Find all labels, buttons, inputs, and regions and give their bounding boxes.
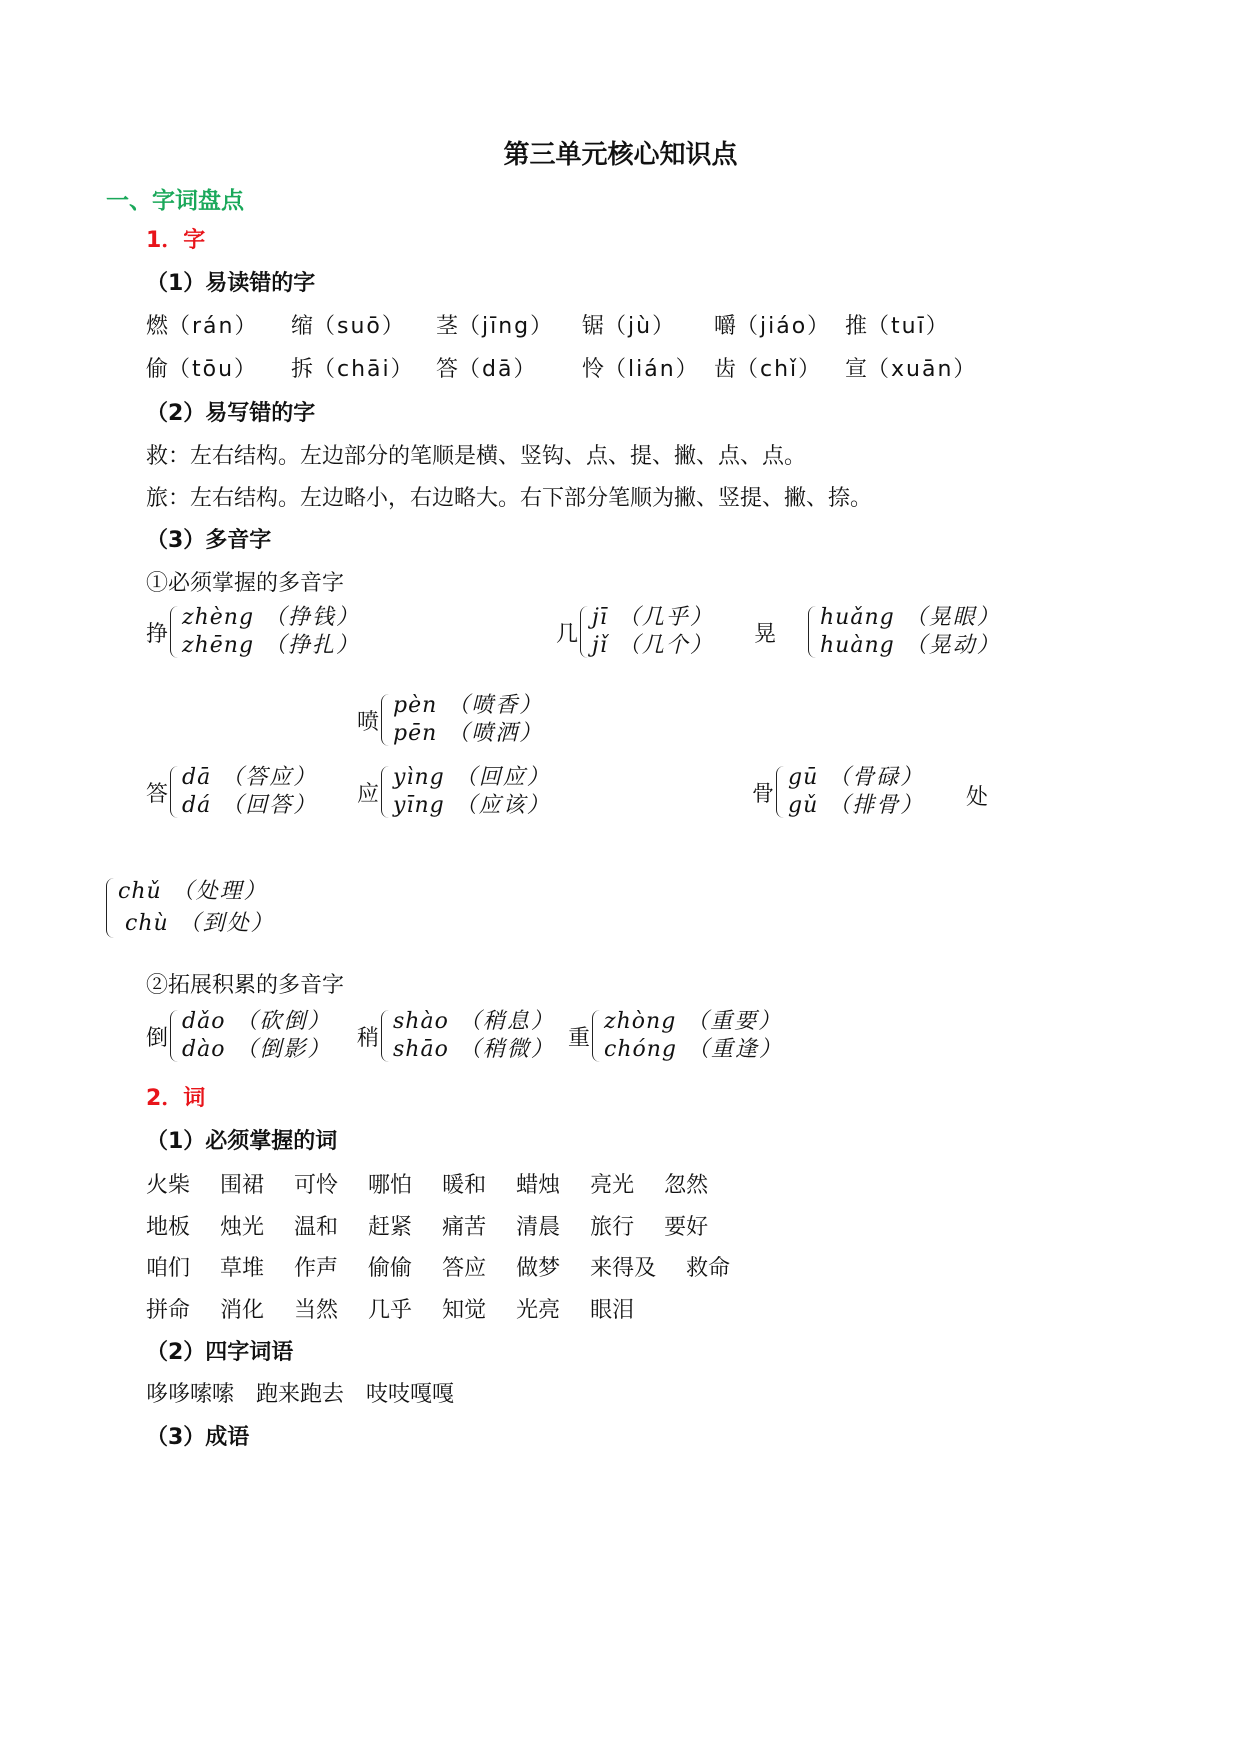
word: 消化	[220, 1298, 265, 1323]
word: 拼命	[146, 1298, 191, 1323]
misread-item: 偷（tōu）	[146, 357, 259, 382]
word: 可怜	[294, 1173, 339, 1198]
word: 烛光	[220, 1215, 265, 1240]
brace-icon	[808, 606, 817, 658]
word: 做梦	[516, 1256, 561, 1281]
word: 知觉	[442, 1298, 487, 1323]
polyphone-group: 晃 huǎng （晃眼） huàng （晃动）	[754, 605, 1001, 658]
words-row	[146, 1168, 738, 1199]
word: 吱吱嘎嘎	[366, 1382, 455, 1407]
misread-item: 嚼（jiáo）	[714, 314, 832, 339]
word: 蜡烛	[516, 1173, 561, 1198]
word: 眼泪	[590, 1298, 635, 1323]
words-row	[146, 1210, 738, 1241]
brace-icon	[170, 606, 179, 658]
brace-icon	[580, 606, 589, 658]
word: 跑来跑去	[256, 1382, 345, 1407]
word: 暖和	[442, 1173, 487, 1198]
word: 当然	[294, 1298, 339, 1323]
word: 温和	[294, 1215, 339, 1240]
word: 亮光	[590, 1173, 635, 1198]
must-polyphones-label: ①必须掌握的多音字	[146, 571, 345, 596]
page-title: 第三单元核心知识点	[503, 140, 738, 170]
word: 忽然	[664, 1173, 709, 1198]
subsection-heading-words: 2．词	[146, 1086, 206, 1111]
heading-polyphones: （3）多音字	[146, 528, 272, 553]
word: 旅行	[590, 1215, 635, 1240]
word: 围裙	[220, 1173, 265, 1198]
miswrite-line-2: 旅：左右结构。左边略小，右边略大。右下部分笔顺为撇、竖提、撇、捺。	[146, 486, 873, 511]
misread-item: 怜（lián）	[582, 357, 700, 382]
polyphone-group: 重 zhòng （重要） chóng （重逢）	[568, 1009, 784, 1062]
word: 几乎	[368, 1298, 413, 1323]
misread-item: 答（dā）	[436, 357, 538, 382]
section-heading-vocab: 一、字词盘点	[106, 188, 244, 214]
word: 清晨	[516, 1215, 561, 1240]
brace-icon	[106, 878, 115, 938]
misread-item: 锯（jù）	[582, 314, 677, 339]
misread-item: 宣（xuān）	[845, 357, 978, 382]
word: 要好	[664, 1215, 709, 1240]
word: 哆哆嗦嗦	[146, 1382, 235, 1407]
heading-idioms: （3）成语	[146, 1425, 250, 1450]
brace-icon	[381, 766, 390, 818]
words-row	[146, 1293, 664, 1324]
heading-easy-misread: （1）易读错的字	[146, 271, 316, 296]
subsection-heading-characters: 1．字	[146, 228, 206, 253]
polyphone-group: 喷 pèn （喷香） pēn （喷洒）	[357, 693, 544, 746]
polyphone-group: 挣 zhèng （挣钱） zhēng （挣扎）	[146, 605, 361, 658]
misread-item: 燃（rán）	[146, 314, 259, 339]
four-char-words-row	[146, 1377, 484, 1408]
misread-item: 推（tuī）	[845, 314, 950, 339]
brace-icon	[170, 766, 179, 818]
brace-icon	[170, 1010, 179, 1062]
word: 地板	[146, 1215, 191, 1240]
brace-icon	[592, 1010, 601, 1062]
extend-polyphones-label: ②拓展积累的多音字	[146, 973, 345, 998]
heading-must-words: （1）必须掌握的词	[146, 1129, 338, 1154]
polyphone-group: 几 jī （几乎） jǐ （几个）	[556, 605, 714, 658]
polyphone-group: 稍 shào （稍息） shāo （稍微）	[357, 1009, 555, 1062]
brace-icon	[776, 766, 785, 818]
word: 救命	[686, 1256, 731, 1281]
word: 草堆	[220, 1256, 265, 1281]
polyphone-group: 倒 dǎo （砍倒） dào （倒影）	[146, 1009, 332, 1062]
word: 光亮	[516, 1298, 561, 1323]
word: 哪怕	[368, 1173, 413, 1198]
polyphone-group: chǔ （处理） chù （到处）	[106, 876, 275, 940]
misread-item: 茎（jīng）	[436, 314, 555, 339]
word: 作声	[294, 1256, 339, 1281]
misread-item: 缩（suō）	[291, 314, 406, 339]
word: 偷偷	[368, 1256, 413, 1281]
misread-item: 齿（chǐ）	[714, 357, 823, 382]
word: 痛苦	[442, 1215, 487, 1240]
brace-icon	[381, 1010, 390, 1062]
word: 火柴	[146, 1173, 191, 1198]
polyphone-group: 答 dā （答应） dá （回答）	[146, 765, 318, 818]
heading-four-char-words: （2）四字词语	[146, 1340, 294, 1365]
word: 赶紧	[368, 1215, 413, 1240]
miswrite-line-1: 救：左右结构。左边部分的笔顺是横、竖钩、点、提、撇、点、点。	[146, 444, 807, 469]
word: 咱们	[146, 1256, 191, 1281]
brace-icon	[381, 694, 390, 746]
heading-easy-miswrite: （2）易写错的字	[146, 401, 316, 426]
words-row	[146, 1251, 760, 1282]
polyphone-group: 应 yìng （回应） yīng （应该）	[357, 765, 551, 818]
polyphone-char-chu: 处	[966, 785, 989, 810]
misread-item: 拆（chāi）	[291, 357, 415, 382]
word: 答应	[442, 1256, 487, 1281]
polyphone-group: 骨 gū （骨碌） gǔ （排骨）	[752, 765, 925, 818]
word: 来得及	[590, 1256, 657, 1281]
